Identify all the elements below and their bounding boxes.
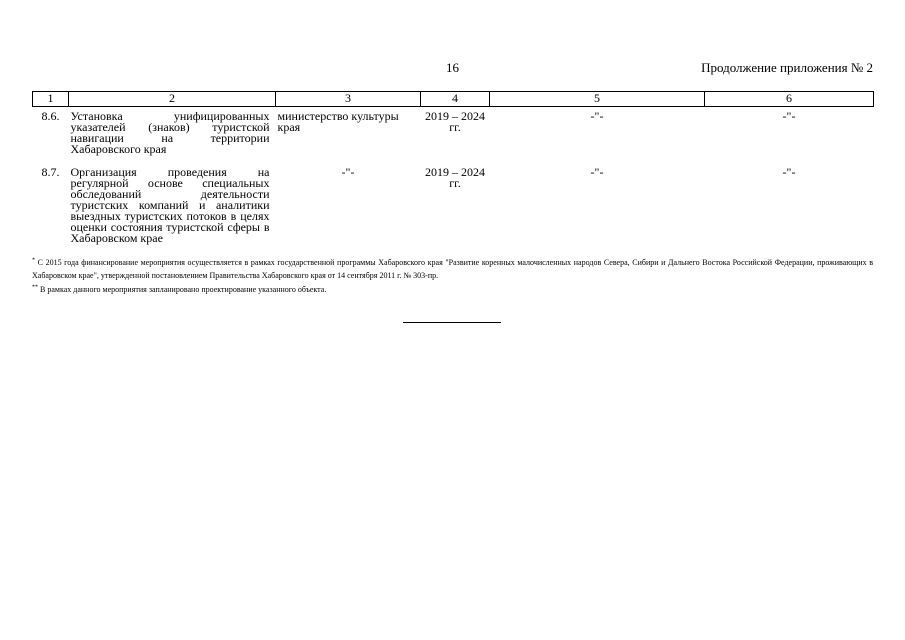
column-5-value: -"-: [590, 165, 604, 179]
page-number: 16: [446, 60, 459, 75]
footnote-mark: *: [32, 257, 35, 264]
column-5-value: -"-: [590, 109, 604, 123]
row-number: 8.6.: [41, 109, 60, 123]
executor: министерство культуры края: [277, 109, 399, 134]
footnote-text: С 2015 года финансирование мероприятия осуществляется в рамках государственной программы Хабаровского края "Развитие коренных малочисленных народов Севера, Сибири и Дальнего Востока Российской Федерации, проживающих в Хабаровском крае", утвержденной постановлением Правительства Хабаровского края от 14 сентября 2011 г. № 303-пр.: [32, 258, 874, 280]
measure-name: Организация проведения на регулярной основе специальных обследований деятельности туристских компаний и аналитики выездных туристских потоков в целях оценки состояния туристской сферы в Хабаровском крае: [70, 165, 270, 245]
column-header: 1: [33, 92, 69, 107]
measures-table: [32, 91, 874, 244]
table-row: [33, 167, 874, 244]
period: 2019 – 2024 гг.: [425, 165, 485, 190]
column-header: 3: [276, 92, 421, 107]
footnote-mark: **: [32, 284, 38, 291]
column-header: 5: [490, 92, 705, 107]
end-separator-line: [403, 322, 501, 323]
column-header: 6: [705, 92, 874, 107]
footnote-text: В рамках данного мероприятия запланировано проектирование указанного объекта.: [40, 285, 327, 294]
column-header: 4: [421, 92, 490, 107]
footnote: [32, 283, 873, 296]
column-header: 2: [69, 92, 276, 107]
table-row: [33, 107, 874, 168]
row-number: 8.7.: [41, 165, 60, 179]
column-6-value: -"-: [782, 109, 796, 123]
footnote: [32, 256, 873, 282]
period: 2019 – 2024 гг.: [425, 109, 485, 134]
table-header-row: [33, 92, 874, 107]
executor: -"-: [341, 165, 355, 179]
column-6-value: -"-: [782, 165, 796, 179]
measure-name: Установка унифицированных указателей (знаков) туристской навигации на территории Хабаровского края: [70, 109, 270, 156]
continuation-label: Продолжение приложения № 2: [701, 60, 873, 75]
